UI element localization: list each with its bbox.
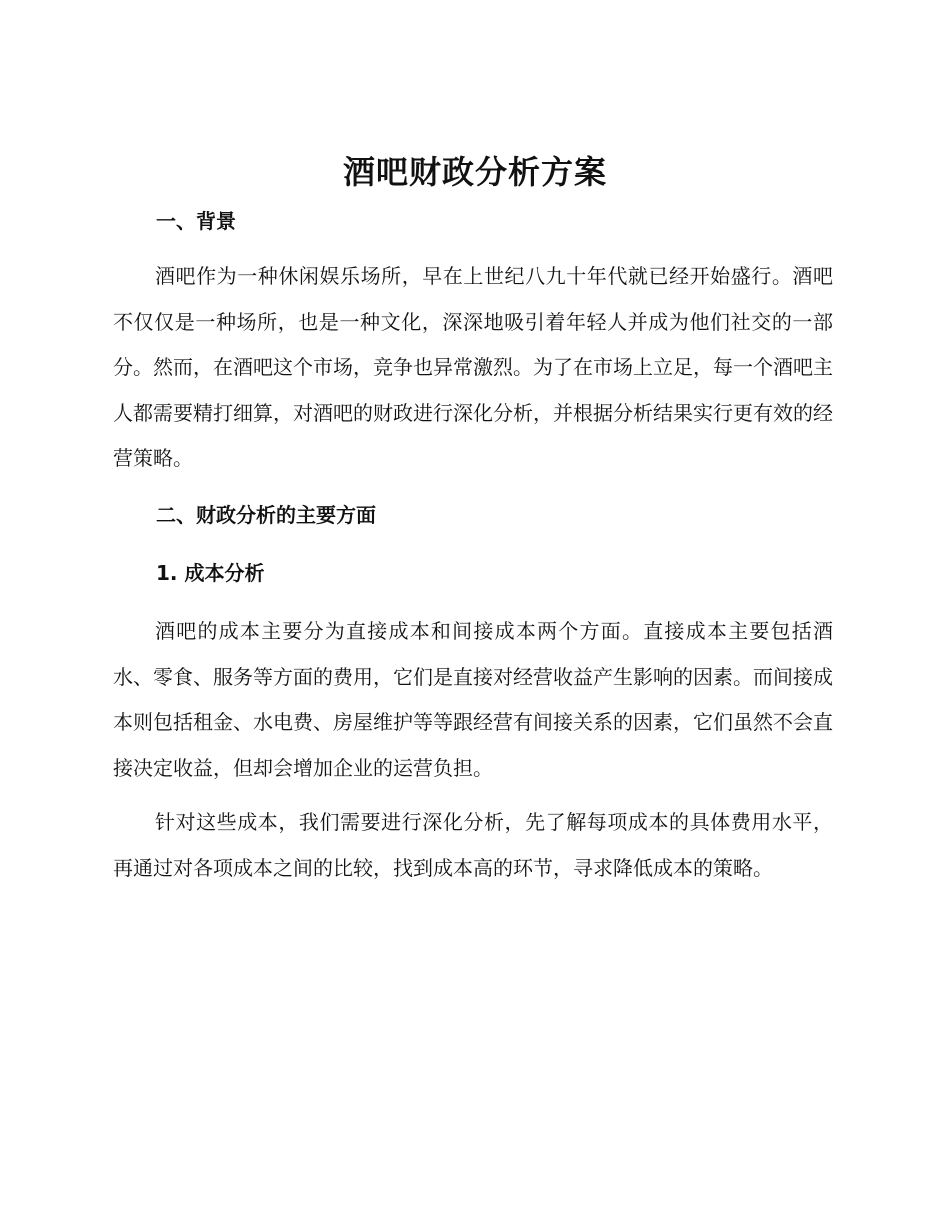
subsection-heading-cost-analysis: 1. 成本分析 [156, 561, 265, 585]
paragraph-cost-types: 酒吧的成本主要分为直接成本和间接成本两个方面。直接成本主要包括酒水、零食、服务等方面的费用，它们是直接对经营收益产生影响的因素。而间接成本则包括租金、水电费、房屋维护等等跟经营有间接关系的因素，它们虽然不会直接决定收益，但却会增加企业的运营负担。 [113, 619, 833, 780]
section-heading-financial-analysis: 二、财政分析的主要方面 [156, 503, 376, 527]
section-heading-background: 一、背景 [156, 209, 236, 233]
paragraph-cost-strategy: 针对这些成本，我们需要进行深化分析，先了解每项成本的具体费用水平，再通过对各项成本之间的比较，找到成本高的环节，寻求降低成本的策略。 [113, 810, 833, 880]
page-title: 酒吧财政分析方案 [342, 153, 607, 191]
paragraph-background: 酒吧作为一种休闲娱乐场所，早在上世纪八九十年代就已经开始盛行。酒吧不仅仅是一种场所，也是一种文化，深深地吸引着年轻人并成为他们社交的一部分。然而，在酒吧这个市场，竞争也异常激烈。为了在市场上立足，每一个酒吧主人都需要精打细算，对酒吧的财政进行深化分析，并根据分析结果实行更有效的经营策略。 [113, 264, 833, 470]
